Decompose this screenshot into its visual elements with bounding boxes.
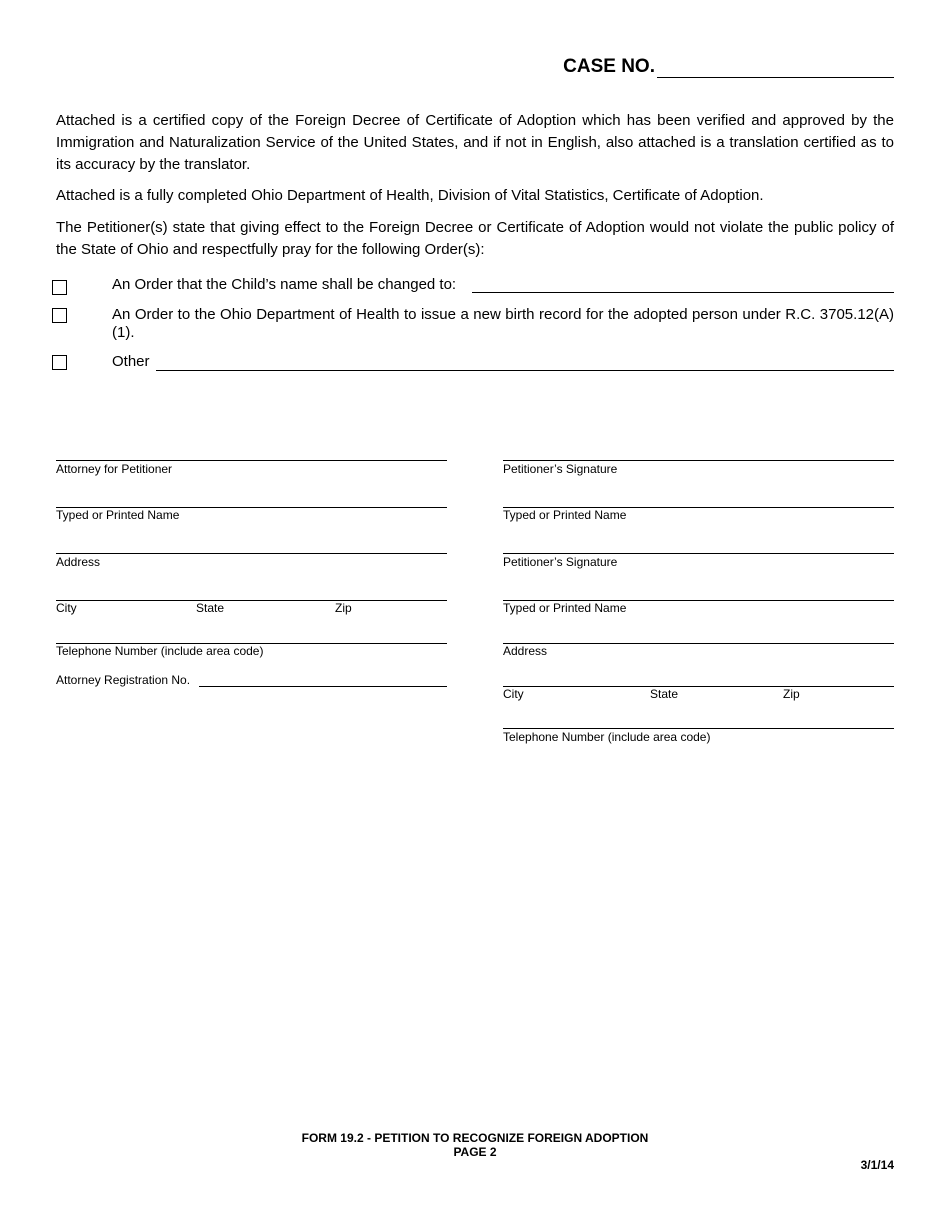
petitioner2-name-label: Typed or Printed Name [503, 601, 627, 615]
other-input[interactable] [156, 369, 894, 371]
revision-date: 3/1/14 [860, 1158, 894, 1172]
name-change-input[interactable] [472, 291, 894, 293]
petitioner-state-label: State [650, 687, 679, 701]
option-name-change-label: An Order that the Child’s name shall be changed to: [112, 276, 457, 293]
attorney-registration-input[interactable] [199, 686, 447, 687]
checkbox-name-change[interactable] [52, 280, 67, 295]
paragraph-ohio-certificate: Attached is a fully completed Ohio Department of Health, Division of Vital Statistics, Certificate of Adoption. [56, 187, 764, 204]
petitioner-address-line[interactable] [503, 643, 894, 644]
petitioner-telephone-line[interactable] [503, 728, 894, 729]
attorney-signature-line[interactable] [56, 460, 447, 461]
attorney-address-label: Address [56, 555, 101, 569]
petitioner1-signature-line[interactable] [503, 460, 894, 461]
case-number-label: CASE NO. [563, 56, 655, 77]
attorney-registration-label: Attorney Registration No. [56, 673, 191, 687]
option-birth-record-label: An Order to the Ohio Department of Health to issue a new birth record for the adopted person under R.C. 3705.12(A)(1). [112, 306, 894, 341]
petitioner2-signature-line[interactable] [503, 553, 894, 554]
petitioner-telephone-label: Telephone Number (include area code) [503, 730, 711, 744]
petitioner1-name-label: Typed or Printed Name [503, 508, 627, 522]
option-other-label: Other [112, 353, 150, 370]
attorney-address-line[interactable] [56, 553, 447, 554]
petitioner2-signature-label: Petitioner’s Signature [503, 555, 618, 569]
attorney-label: Attorney for Petitioner [56, 462, 173, 476]
case-number-input[interactable] [657, 57, 894, 78]
attorney-zip-label: Zip [335, 601, 352, 615]
petitioner-zip-label: Zip [783, 687, 800, 701]
case-number-field [563, 56, 894, 78]
checkbox-other[interactable] [52, 355, 67, 370]
page-number: PAGE 2 [453, 1145, 497, 1159]
attorney-city-state-zip-line[interactable] [56, 600, 447, 601]
petitioner-city-label: City [503, 687, 524, 701]
petitioner-city-state-zip-line[interactable] [503, 686, 894, 687]
attorney-telephone-label: Telephone Number (include area code) [56, 644, 264, 658]
form-title: FORM 19.2 - PETITION TO RECOGNIZE FOREIGN ADOPTION [301, 1131, 649, 1145]
attorney-city-label: City [56, 601, 77, 615]
paragraph-petitioner-statement: The Petitioner(s) state that giving effect to the Foreign Decree or Certificate of Adoption would not violate the public policy of the State of Ohio and respectfully pray for the following Order(s): [56, 219, 894, 258]
paragraph-certified-copy: Attached is a certified copy of the Foreign Decree of Certificate of Adoption which has been verified and approved by the Immigration and Naturalization Service of the United States, and if not in English, also attached is a translation certified as to its accuracy by the translator. [56, 112, 894, 173]
attorney-name-label: Typed or Printed Name [56, 508, 180, 522]
petitioner-address-label: Address [503, 644, 548, 658]
petitioner1-signature-label: Petitioner’s Signature [503, 462, 618, 476]
attorney-state-label: State [196, 601, 225, 615]
checkbox-birth-record[interactable] [52, 308, 67, 323]
